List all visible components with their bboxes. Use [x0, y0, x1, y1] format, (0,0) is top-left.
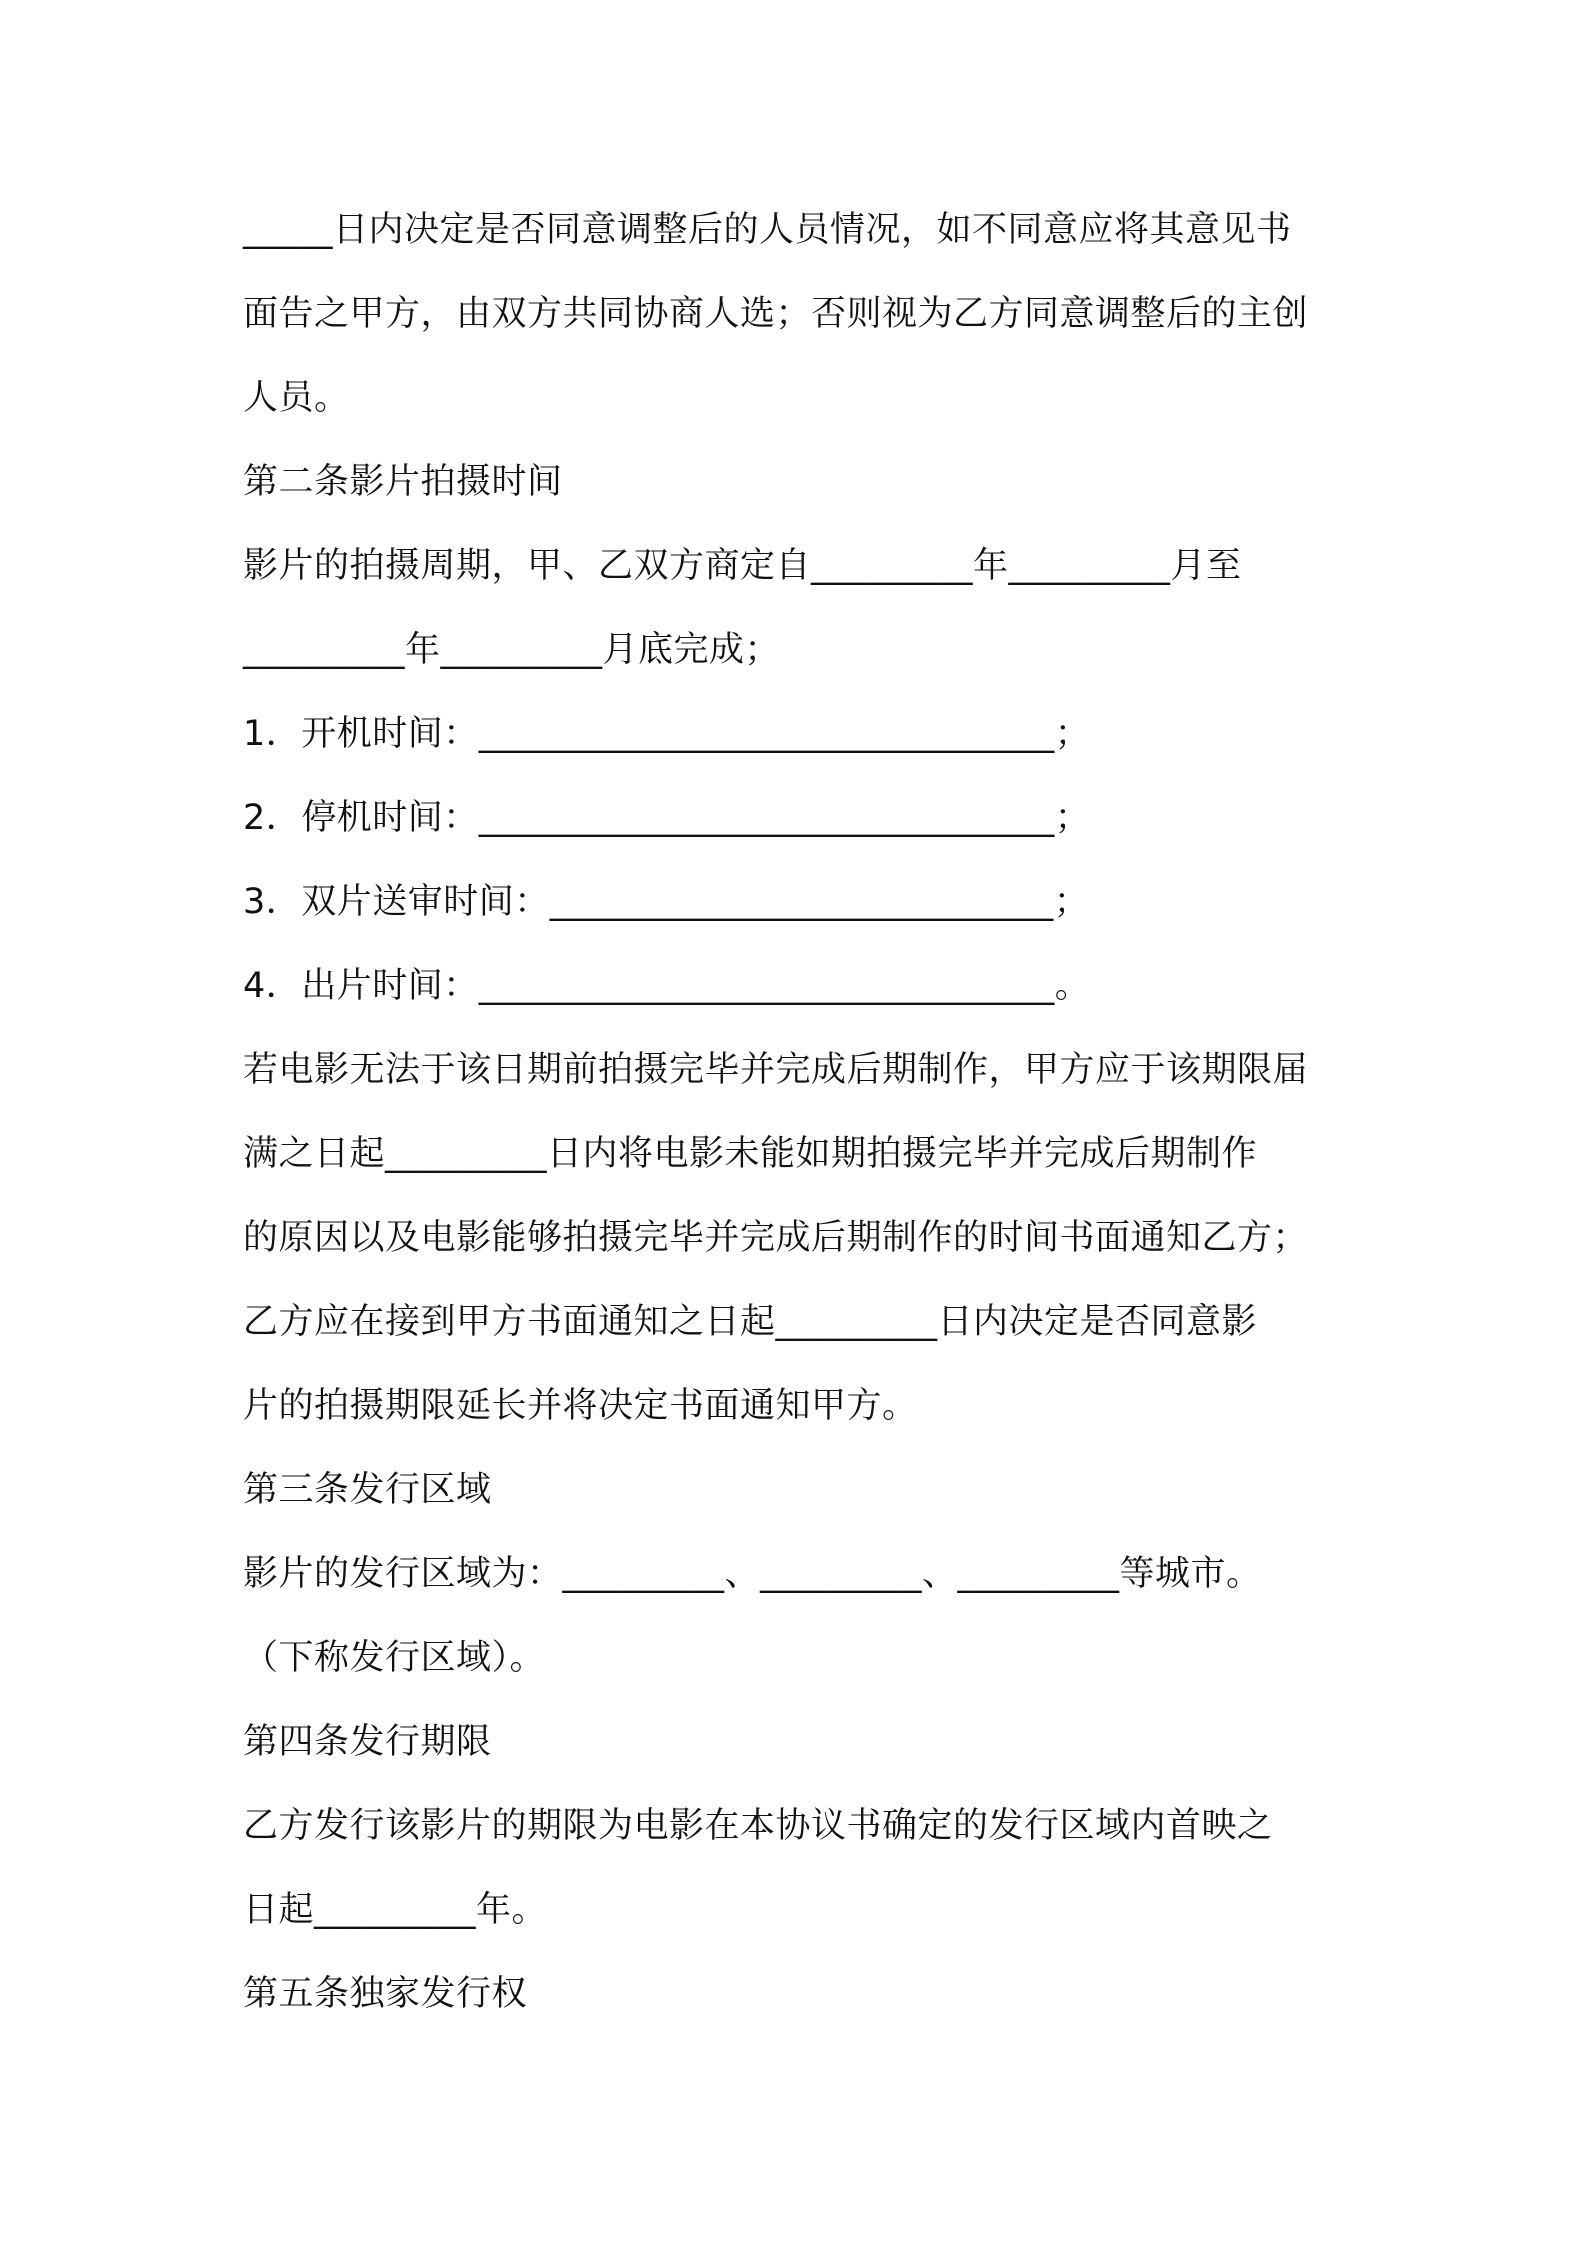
list-item-stop-time: 2．停机时间：________________________________； [243, 798, 1091, 838]
paragraph-line: _____日内决定是否同意调整后的人员情况，如不同意应将其意见书 [243, 210, 1292, 250]
paragraph-line: 影片的拍摄周期，甲、乙双方商定自_________年_________月至 [243, 546, 1242, 586]
paragraph-line: 乙方应在接到甲方书面通知之日起_________日内决定是否同意影 [243, 1302, 1258, 1342]
section-heading-distribution-term: 第四条发行期限 [243, 1722, 492, 1762]
list-item-start-time: 1．开机时间：________________________________； [243, 714, 1091, 754]
paragraph-line: _________年_________月底完成； [243, 630, 781, 670]
paragraph-line: 面告之甲方，由双方共同协商人选；否则视为乙方同意调整后的主创 [243, 294, 1309, 334]
section-heading-filming-time: 第二条影片拍摄时间 [243, 462, 563, 502]
paragraph-line: 的原因以及电影能够拍摄完毕并完成后期制作的时间书面通知乙方； [243, 1218, 1309, 1258]
list-item-release-time: 4．出片时间：________________________________。 [243, 966, 1091, 1006]
paragraph-line: 影片的发行区域为：_________、_________、_________等城市。 [243, 1554, 1262, 1594]
document-body [243, 196, 1373, 2044]
list-item-review-time: 3．双片送审时间：____________________________； [243, 882, 1090, 922]
paragraph-line: 若电影无法于该日期前拍摄完毕并完成后期制作，甲方应于该期限届 [243, 1050, 1309, 1090]
paragraph-line: 片的拍摄期限延长并将决定书面通知甲方。 [243, 1386, 918, 1426]
paragraph-line: 乙方发行该影片的期限为电影在本协议书确定的发行区域内首映之 [243, 1806, 1273, 1846]
paragraph-line: （下称发行区域）。 [243, 1638, 546, 1678]
paragraph-line: 人员。 [243, 378, 350, 418]
section-heading-exclusive-rights: 第五条独家发行权 [243, 1974, 528, 2014]
section-heading-distribution-area: 第三条发行区域 [243, 1470, 492, 1510]
paragraph-line: 日起_________年。 [243, 1890, 548, 1930]
paragraph-line: 满之日起_________日内将电影未能如期拍摄完毕并完成后期制作 [243, 1134, 1258, 1174]
